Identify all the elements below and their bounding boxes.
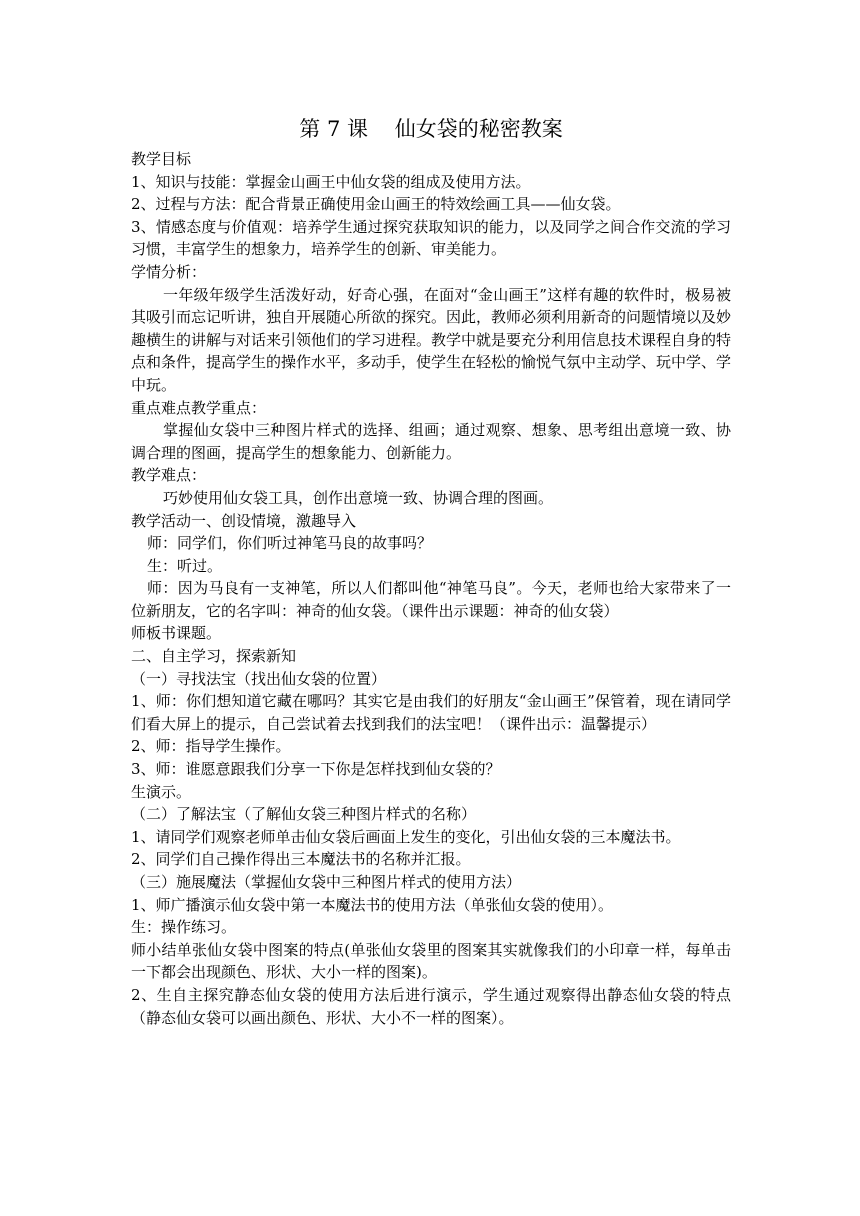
paragraph: 2、同学们自己操作得出三本魔法书的名称并汇报。 [131,850,471,869]
paragraph: 生演示。 [131,782,192,801]
paragraph: 2、过程与方法：配合背景正确使用金山画王的特效绘画工具——仙女袋。 [131,195,621,214]
paragraph: （一）寻找法宝（找出仙女袋的位置） [131,669,387,688]
document-title: 第 7 课 仙女袋的秘密教案 [299,117,563,141]
paragraph: 生：听过。 [147,556,223,575]
paragraph: 1、师广播演示仙女袋中第一本魔法书的使用方法（单张仙女袋的使用）。 [131,895,614,914]
paragraph: 师小结单张仙女袋中图案的特点(单张仙女袋里的图案其实就像我们的小印章一样，每单击一下都会出现颜色、形状、大小一样的图案)。 [131,940,731,982]
paragraph: 师板书课题。 [131,624,222,643]
paragraph: 3、师：谁愿意跟我们分享一下你是怎样找到仙女袋的？ [131,760,501,779]
paragraph: 教学活动一、创设情境，激趣导入 [131,511,357,530]
paragraph: 1、请同学们观察老师单击仙女袋后画面上发生的变化，引出仙女袋的三本魔法书。 [131,827,681,846]
paragraph: 巧妙使用仙女袋工具，创作出意境一致、协调合理的图画。 [163,488,554,507]
paragraph: 教学难点： [131,466,207,485]
paragraph: 2、师：指导学生操作。 [131,737,291,756]
paragraph: 掌握仙女袋中三种图片样式的选择、组画；通过观察、想象、思考组出意境一致、协调合理的图画，提高学生的想象能力、创新能力。 [131,421,731,462]
paragraph: 3、情感态度与价值观：培养学生通过探究获取知识的能力，以及同学之间合作交流的学习习惯，丰富学生的想象力，培养学生的创新、审美能力。 [131,217,731,259]
paragraph: 二、自主学习，探索新知 [131,647,297,666]
paragraph: （三）施展魔法（掌握仙女袋中三种图片样式的使用方法） [131,873,522,891]
document-page [131,114,731,1029]
paragraph: 教学目标 [131,150,192,168]
paragraph: 学情分析： [131,262,207,281]
paragraph: 生：操作练习。 [131,918,237,937]
paragraph: 2、生自主探究静态仙女袋的使用方法后进行演示，学生通过观察得出静态仙女袋的特点（静态仙女袋可以画出颜色、形状、大小不一样的图案）。 [131,985,731,1027]
paragraph: 重点难点教学重点： [131,398,267,417]
paragraph: 1、知识与技能：掌握金山画王中仙女袋的组成及使用方法。 [131,172,531,191]
paragraph: 师：因为马良有一支神笔，所以人们都叫他“神笔马良”。今天，老师也给大家带来了一位新朋友，它的名字叫：神奇的仙女袋。（课件出示课题：神奇的仙女袋） [131,579,731,620]
paragraph: 师：同学们，你们听过神笔马良的故事吗？ [147,534,433,553]
paragraph: 一年级年级学生活泼好动，好奇心强，在面对“金山画王”这样有趣的软件时，极易被其吸引而忘记听讲，独自开展随心所欲的探究。因此，教师必须利用新奇的问题情境以及妙趣横生的讲解与对话来引领他们的学习进程。教学中就是要充分利用信息技术课程自身的特点和条件，提高学生的操作水平，多动手，使学生在轻松的愉悦气氛中主动学、玩中学、学中玩。 [131,285,732,394]
paragraph: （二）了解法宝（了解仙女袋三种图片样式的名称） [131,805,477,824]
document-body [131,148,731,1029]
paragraph: 1、师：你们想知道它藏在哪吗？其实它是由我们的好朋友“金山画王”保管着，现在请同学们看大屏上的提示，自己尝试着去找到我们的法宝吧！（课件出示：温馨提示） [131,692,731,733]
